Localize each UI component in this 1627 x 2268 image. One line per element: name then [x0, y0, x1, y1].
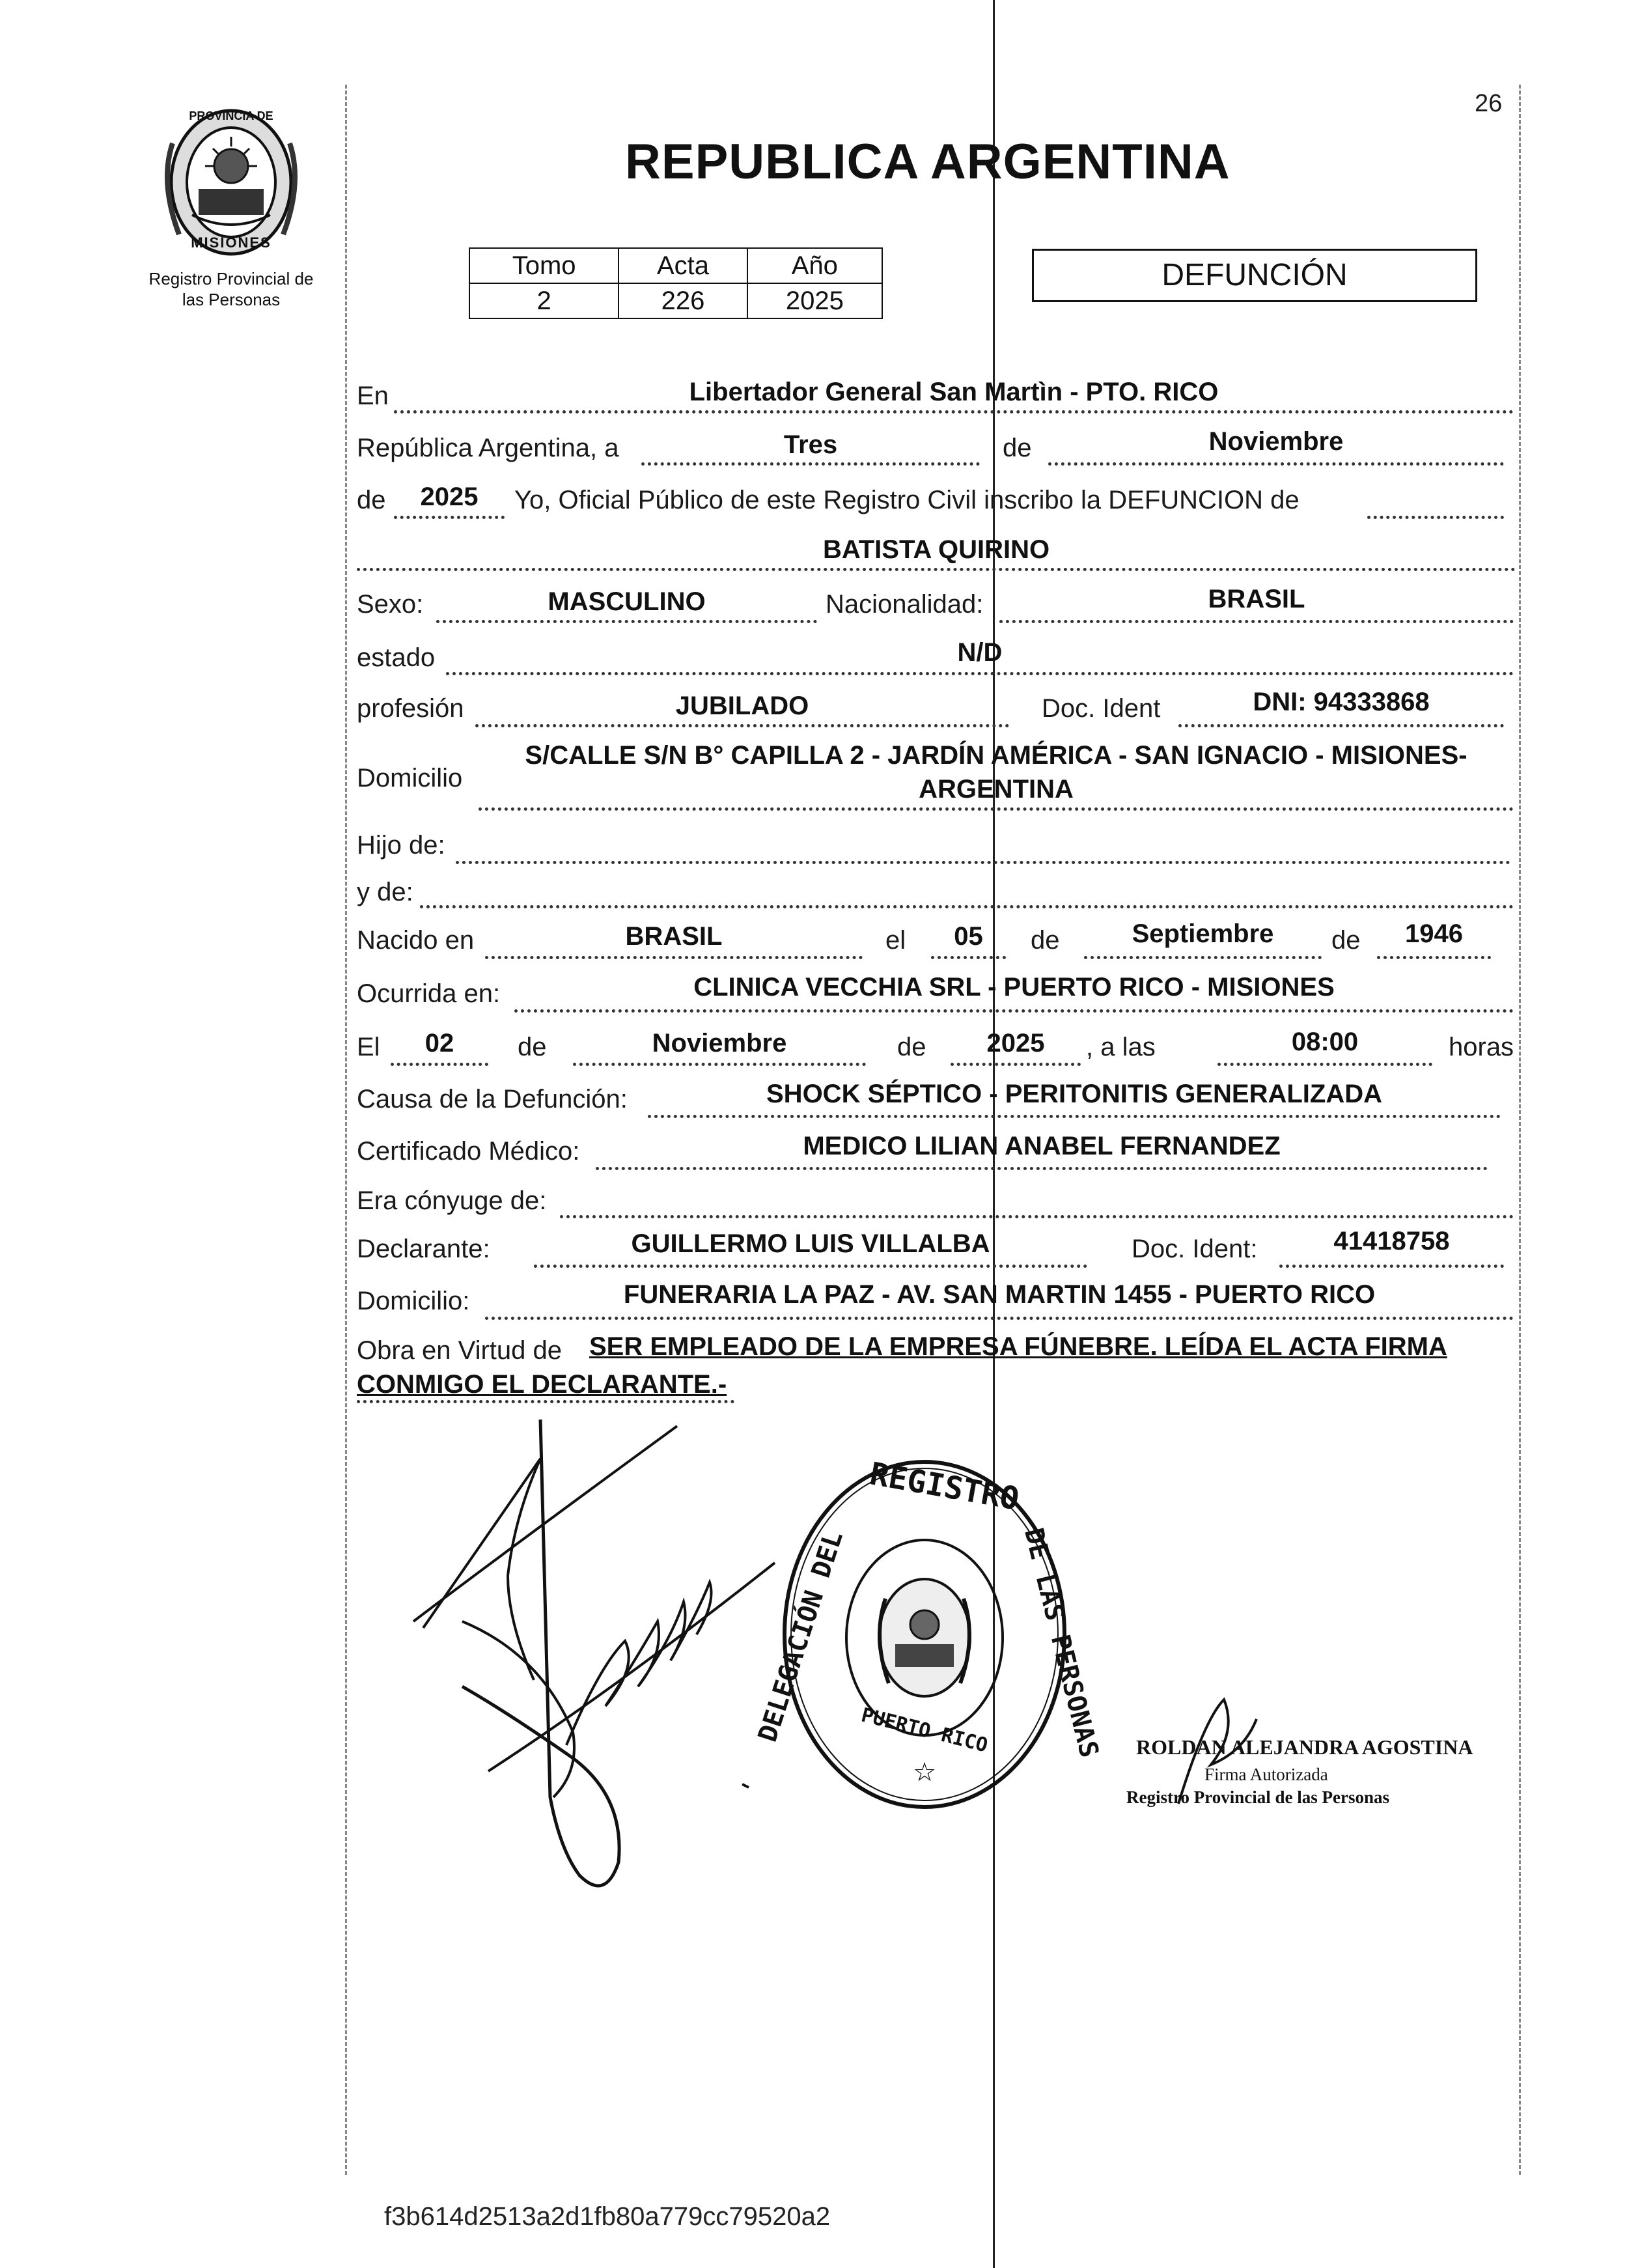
domicilio-line2: ARGENTINA [919, 775, 1074, 804]
declarante-label: Declarante: [357, 1235, 490, 1263]
certificado-label: Certificado Médico: [357, 1137, 580, 1166]
el-label: el [885, 926, 906, 955]
republica-label: República Argentina, a [357, 434, 619, 462]
nac-mes-value: Septiembre [1132, 919, 1274, 948]
ocurrida-value: CLINICA VECCHIA SRL - PUERTO RICO - MISIONES [693, 973, 1335, 1001]
certificado-dotline [596, 1167, 1488, 1170]
mes-dotline [1048, 462, 1504, 466]
registry-name [130, 268, 332, 310]
document-title: REPUBLICA ARGENTINA [625, 134, 1231, 189]
def-de1-label: de [518, 1033, 547, 1061]
decl-doc-value: 41418758 [1333, 1227, 1450, 1255]
yde-dotline [420, 905, 1514, 908]
ocurrida-label: Ocurrida en: [357, 979, 501, 1008]
seal-star-icon: ☆ [913, 1757, 936, 1787]
obra-line1: SER EMPLEADO DE LA EMPRESA FÚNEBRE. LEÍDA EL ACTA FIRMA [589, 1332, 1447, 1361]
el2-label: El [357, 1033, 380, 1061]
yde-label: y de: [357, 878, 413, 906]
nac-anio-dotline [1377, 956, 1491, 959]
document-hash: f3b614d2513a2d1fb80a779cc79520a2 [384, 2202, 831, 2231]
def-anio-dotline [951, 1063, 1081, 1066]
def-mes-value: Noviembre [652, 1029, 787, 1057]
alas-label: , a las [1086, 1033, 1156, 1061]
causa-value: SHOCK SÉPTICO - PERITONITIS GENERALIZADA [766, 1080, 1382, 1108]
registry-name-line1: Registro Provincial de [148, 269, 314, 288]
certificado-value: MEDICO LILIAN ANABEL FERNANDEZ [803, 1132, 1281, 1160]
obra-dotline [357, 1400, 734, 1403]
right-margin-line [1519, 85, 1521, 2175]
conyuge-dotline [560, 1215, 1514, 1218]
nacido-value: BRASIL [625, 922, 723, 951]
doc-value: DNI: 94333868 [1253, 688, 1430, 716]
estado-value: N/D [957, 638, 1003, 667]
def-anio-value: 2025 [986, 1029, 1045, 1057]
record-header-anio: Año [747, 248, 882, 283]
mes-value: Noviembre [1208, 427, 1344, 456]
declarante-value: GUILLERMO LUIS VILLALBA [631, 1229, 990, 1258]
nacido-dotline [485, 956, 863, 959]
declarante-dotline [534, 1265, 1087, 1268]
seal-text-left: DELEGACIÓN DEL [753, 1527, 849, 1746]
domicilio-label: Domicilio [357, 764, 463, 792]
record-header-acta: Acta [619, 248, 747, 283]
en-dotline [394, 410, 1514, 413]
estado-dotline [446, 672, 1514, 675]
obra-line2: CONMIGO EL DECLARANTE.- [357, 1370, 727, 1399]
domicilio-dotline [479, 807, 1514, 811]
decl-dom-dotline [485, 1317, 1514, 1320]
domicilio-line1: S/CALLE S/N B° CAPILLA 2 - JARDÍN AMÉRICA - SAN IGNACIO - MISIONES- [525, 741, 1467, 770]
seal-text-top: REGISTRO [867, 1455, 1022, 1518]
nacido-label: Nacido en [357, 926, 475, 955]
page-number: 26 [1475, 90, 1503, 117]
en-label: En [357, 382, 389, 410]
left-margin-line [345, 85, 347, 2175]
nac-dia-dotline [931, 956, 1006, 959]
profesion-label: profesión [357, 694, 464, 723]
hora-value: 08:00 [1291, 1028, 1359, 1056]
act-type-box: DEFUNCIÓN [1032, 249, 1477, 302]
profesion-value: JUBILADO [675, 692, 809, 720]
de-label: de [1003, 434, 1032, 462]
emblem-bottom-text: MISIONES [191, 234, 271, 251]
def-mes-dotline [573, 1063, 866, 1066]
stamp-line1: ROLDAN ALEJANDRA AGOSTINA [1136, 1735, 1473, 1759]
anio-dotline [394, 516, 505, 519]
nac-de1-label: de [1031, 926, 1060, 955]
conyuge-label: Era cónyuge de: [357, 1186, 547, 1215]
emblem-top-text: PROVINCIA DE [189, 109, 273, 122]
nac-anio-value: 1946 [1405, 919, 1463, 948]
nacionalidad-dotline [999, 620, 1514, 623]
obra-label: Obra en Virtud de [357, 1336, 563, 1365]
nombre-value: BATISTA QUIRINO [822, 535, 1050, 564]
seal-text-inner: PUERTO RICO [859, 1703, 990, 1757]
seal-text-right: DE LAS PERSONAS [1018, 1525, 1105, 1761]
causa-dotline [648, 1115, 1501, 1118]
horas-label: horas [1449, 1033, 1514, 1061]
record-value-tomo: 2 [469, 283, 619, 318]
registry-name-line2: las Personas [182, 290, 281, 309]
stamp-line2: Firma Autorizada [1204, 1765, 1328, 1784]
dia-dotline [641, 462, 980, 466]
profesion-dotline [475, 724, 1009, 727]
def-de2-label: de [897, 1033, 926, 1061]
en-value: Libertador General San Martìn - PTO. RICO [689, 378, 1219, 406]
doc-dotline [1178, 724, 1504, 727]
def-dia-value: 02 [424, 1029, 454, 1057]
oficial-dotline [1367, 516, 1504, 519]
registry-seal [775, 1452, 1074, 1817]
causa-label: Causa de la Defunción: [357, 1085, 628, 1113]
nac-de2-label: de [1331, 926, 1361, 955]
stamp-line3: Registro Provincial de las Personas [1126, 1787, 1389, 1807]
declarant-signature [410, 1407, 827, 1908]
hijo-label: Hijo de: [357, 831, 445, 860]
estado-label: estado [357, 643, 436, 672]
de-anio-label: de [357, 486, 386, 514]
nacionalidad-value: BRASIL [1208, 585, 1305, 613]
oficial-text: Yo, Oficial Público de este Registro Civil inscribo la DEFUNCION de [514, 486, 1300, 514]
record-value-anio: 2025 [747, 283, 882, 318]
record-header-tomo: Tomo [469, 248, 619, 283]
ocurrida-dotline [514, 1009, 1514, 1013]
seal-emblem-icon [879, 1579, 970, 1696]
nacionalidad-label: Nacionalidad: [826, 590, 984, 619]
def-dia-dotline [391, 1063, 488, 1066]
nombre-dotline [357, 568, 1516, 571]
decl-doc-label: Doc. Ident: [1132, 1235, 1258, 1263]
decl-dom-label: Domicilio: [357, 1287, 470, 1315]
sexo-dotline [436, 620, 817, 623]
record-table [469, 247, 883, 319]
decl-dom-value: FUNERARIA LA PAZ - AV. SAN MARTIN 1455 - PUERTO RICO [623, 1280, 1376, 1309]
sexo-label: Sexo: [357, 590, 424, 619]
decl-doc-dotline [1279, 1265, 1504, 1268]
doc-label: Doc. Ident [1042, 694, 1161, 723]
hora-dotline [1217, 1063, 1432, 1066]
nac-dia-value: 05 [954, 922, 983, 951]
anio-value: 2025 [420, 483, 479, 511]
sexo-value: MASCULINO [548, 587, 706, 616]
dia-value: Tres [783, 430, 838, 459]
hijo-dotline [456, 861, 1510, 864]
record-value-acta: 226 [619, 283, 747, 318]
nac-mes-dotline [1084, 956, 1322, 959]
